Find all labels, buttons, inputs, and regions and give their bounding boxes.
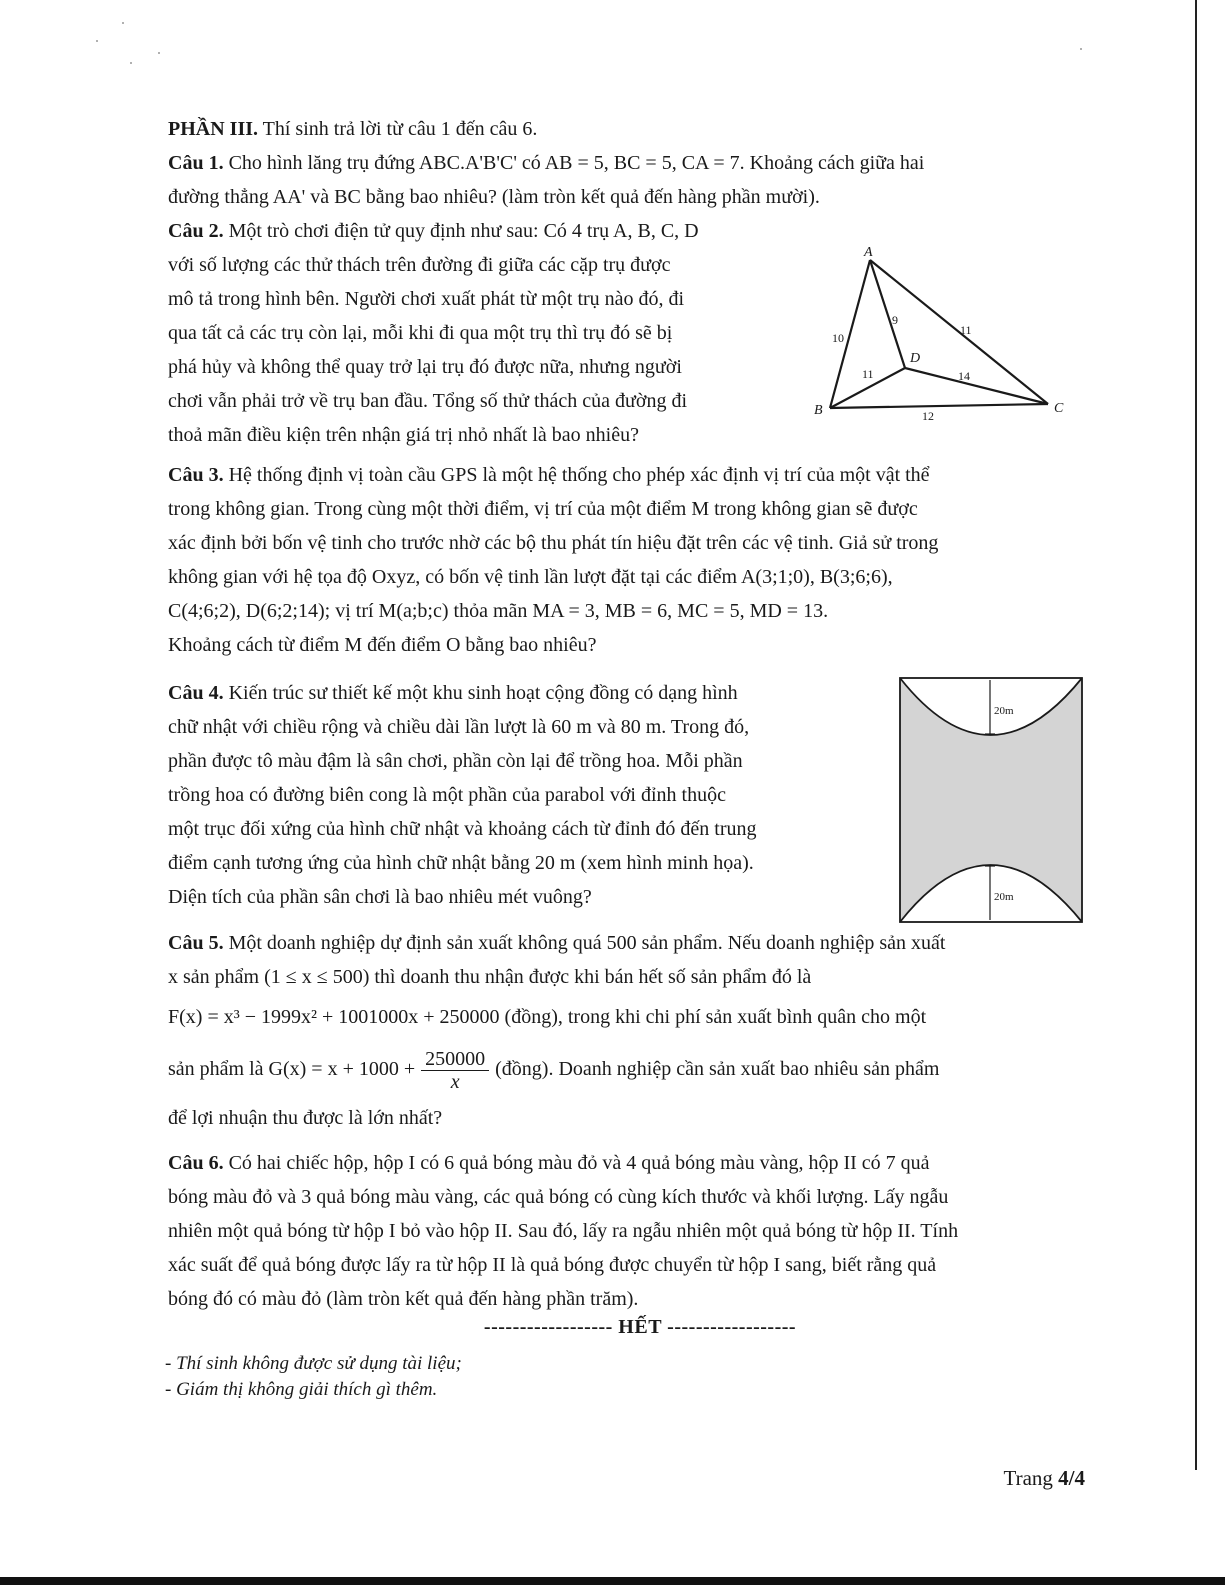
question-1-text: Cho hình lăng trụ đứng ABC.A'B'C' có AB = 5, BC = 5, CA = 7. Khoảng cách giữa hai bbox=[228, 152, 925, 174]
edge-a-d-label: 9 bbox=[892, 313, 898, 327]
question-4-playground-figure bbox=[898, 676, 1084, 924]
question-1 bbox=[168, 146, 1086, 214]
question-2-line: chơi vẫn phải trở về trụ ban đầu. Tổng số thử thách của đường đi bbox=[168, 390, 688, 412]
dimension-label-top: 20m bbox=[994, 705, 1014, 717]
vertex-c-label: C bbox=[1054, 401, 1064, 416]
scan-speck bbox=[158, 52, 160, 54]
question-3 bbox=[168, 458, 1086, 662]
question-6-line: xác suất để quả bóng được lấy ra từ hộp II là quả bóng được chuyển từ hộp I sang, biết rằng quả bbox=[168, 1254, 937, 1276]
question-4-line: một trục đối xứng của hình chữ nhật và khoảng cách từ đỉnh đó đến trung bbox=[168, 818, 757, 840]
edge-a-d bbox=[870, 260, 905, 368]
question-5-line bbox=[168, 926, 1086, 960]
question-6-line: bóng màu đỏ và 3 quả bóng màu vàng, các quả bóng có cùng kích thước và khối lượng. Lấy ngẫu bbox=[168, 1186, 949, 1208]
question-5-line: F(x) = x³ − 1999x² + 1001000x + 250000 (đồng), trong khi chi phí sản xuất bình quân cho một bbox=[168, 1006, 927, 1028]
question-4-line: phần được tô màu đậm là sân chơi, phần còn lại để trồng hoa. Mỗi phần bbox=[168, 750, 743, 772]
vertex-d-label: D bbox=[910, 351, 921, 366]
edge-b-c bbox=[830, 404, 1048, 408]
question-2-line: phá hủy và không thể quay trở lại trụ đó được nữa, nhưng người bbox=[168, 356, 682, 378]
question-4-label: Câu 4. bbox=[168, 682, 224, 704]
question-6-line: nhiên một quả bóng từ hộp I bỏ vào hộp II. Sau đó, lấy ra ngẫu nhiên một quả bóng từ hộp II. Tính bbox=[168, 1220, 959, 1242]
question-5-line: để lợi nhuận thu được là lớn nhất? bbox=[168, 1107, 443, 1129]
question-6 bbox=[168, 1146, 1086, 1316]
scan-speck bbox=[130, 62, 132, 64]
edge-a-c-label: 11 bbox=[960, 323, 972, 337]
fraction-numerator: 250000 bbox=[421, 1048, 489, 1071]
question-5-line: x sản phẩm (1 ≤ x ≤ 500) thì doanh thu nhận được khi bán hết số sản phẩm đó là bbox=[168, 966, 812, 988]
question-5 bbox=[168, 926, 1086, 1135]
edge-a-b-label: 10 bbox=[832, 331, 844, 345]
question-6-line: bóng đó có màu đỏ (làm tròn kết quả đến hàng phần trăm). bbox=[168, 1288, 639, 1310]
question-4-line: chữ nhật với chiều rộng và chiều dài lần lượt là 60 m và 80 m. Trong đó, bbox=[168, 716, 750, 738]
question-3-line: xác định bởi bốn vệ tinh cho trước nhờ các bộ thu phát tín hiệu đặt trên các vệ tinh. Giả sử trong bbox=[168, 532, 939, 554]
question-1-label: Câu 1. bbox=[168, 152, 224, 174]
question-3-line: Khoảng cách từ điểm M đến điểm O bằng bao nhiêu? bbox=[168, 634, 597, 656]
fraction-denominator: x bbox=[450, 1071, 460, 1093]
question-2-graph-figure bbox=[800, 240, 1080, 430]
question-4-line: Diện tích của phần sân chơi là bao nhiêu mét vuông? bbox=[168, 886, 592, 908]
question-2 bbox=[168, 214, 788, 452]
question-2-label: Câu 2. bbox=[168, 220, 224, 242]
fraction bbox=[421, 1048, 489, 1093]
question-3-line bbox=[168, 458, 1086, 492]
question-4-line: điểm cạnh tương ứng của hình chữ nhật bằng 20 m (xem hình minh họa). bbox=[168, 852, 754, 874]
vertex-a-label: A bbox=[864, 245, 873, 260]
question-6-line bbox=[168, 1146, 1086, 1180]
section-header bbox=[168, 112, 1086, 146]
scan-speck bbox=[122, 22, 124, 24]
question-5-g-tail: (đồng). Doanh nghiệp cần sản xuất bao nhiêu sản phẩm bbox=[495, 1058, 940, 1081]
playground-shaded-area bbox=[900, 678, 1082, 922]
question-6-label: Câu 6. bbox=[168, 1152, 224, 1174]
question-4-line: trồng hoa có đường biên cong là một phần của parabol với đỉnh thuộc bbox=[168, 784, 726, 806]
question-5-g-formula: sản phẩm là G(x) = x + 1000 + bbox=[168, 1058, 416, 1081]
question-5-line bbox=[168, 1048, 1086, 1093]
section-intro: Thí sinh trả lời từ câu 1 đến câu 6. bbox=[262, 118, 538, 140]
question-1-line: đường thẳng AA' và BC bằng bao nhiêu? (làm tròn kết quả đến hàng phần mười). bbox=[168, 186, 820, 208]
page-number-prefix: Trang bbox=[1003, 1466, 1053, 1490]
dimension-label-bottom: 20m bbox=[994, 891, 1014, 903]
question-2-line: mô tả trong hình bên. Người chơi xuất phát từ một trụ nào đó, đi bbox=[168, 288, 685, 310]
vertex-b-label: B bbox=[814, 403, 823, 418]
note-no-explanation: - Giám thị không giải thích gì thêm. bbox=[165, 1379, 438, 1400]
question-3-label: Câu 3. bbox=[168, 464, 224, 486]
section-title: PHẦN III. bbox=[168, 118, 259, 140]
scan-bottom-border bbox=[0, 1577, 1225, 1585]
scan-edge-line bbox=[1195, 0, 1197, 1470]
question-2-line: với số lượng các thử thách trên đường đi giữa các cặp trụ được bbox=[168, 254, 671, 276]
question-3-line: trong không gian. Trong cùng một thời điểm, vị trí của một điểm M trong không gian sẽ được bbox=[168, 498, 918, 520]
scan-speck bbox=[96, 40, 98, 42]
edge-b-d-label: 11 bbox=[862, 367, 874, 381]
question-3-line: C(4;6;2), D(6;2;14); vị trí M(a;b;c) thỏa mãn MA = 3, MB = 6, MC = 5, MD = 13. bbox=[168, 600, 829, 622]
page-number bbox=[1004, 1466, 1086, 1491]
question-1-line bbox=[168, 146, 1086, 180]
edge-b-c-label: 12 bbox=[922, 409, 934, 423]
note-no-documents: - Thí sinh không được sử dụng tài liệu; bbox=[165, 1353, 462, 1374]
question-2-text: Một trò chơi điện tử quy định như sau: Có 4 trụ A, B, C, D bbox=[228, 220, 699, 242]
question-2-line: qua tất cả các trụ còn lại, mỗi khi đi qua một trụ thì trụ đó sẽ bị bbox=[168, 322, 673, 344]
edge-d-c-label: 14 bbox=[958, 369, 970, 383]
question-5-text: Một doanh nghiệp dự định sản xuất không quá 500 sản phẩm. Nếu doanh nghiệp sản xuất bbox=[228, 932, 946, 954]
question-4-text: Kiến trúc sư thiết kế một khu sinh hoạt cộng đồng có dạng hình bbox=[228, 682, 738, 704]
question-3-text: Hệ thống định vị toàn cầu GPS là một hệ thống cho phép xác định vị trí của một vật thể bbox=[228, 464, 930, 486]
question-2-line bbox=[168, 214, 788, 248]
scan-speck bbox=[1080, 48, 1082, 50]
page-number-value: 4/4 bbox=[1058, 1466, 1085, 1490]
question-4-line bbox=[168, 676, 868, 710]
end-of-exam-mark: ------------------ HẾT ------------------ bbox=[483, 1316, 797, 1338]
question-4 bbox=[168, 676, 868, 914]
question-5-label: Câu 5. bbox=[168, 932, 224, 954]
question-2-line: thoả mãn điều kiện trên nhận giá trị nhỏ nhất là bao nhiêu? bbox=[168, 424, 639, 446]
question-3-line: không gian với hệ tọa độ Oxyz, có bốn vệ tinh lần lượt đặt tại các điểm A(3;1;0), B(3;6;6), bbox=[168, 566, 893, 588]
question-6-text: Có hai chiếc hộp, hộp I có 6 quả bóng màu đỏ và 4 quả bóng màu vàng, hộp II có 7 quả bbox=[228, 1152, 930, 1174]
